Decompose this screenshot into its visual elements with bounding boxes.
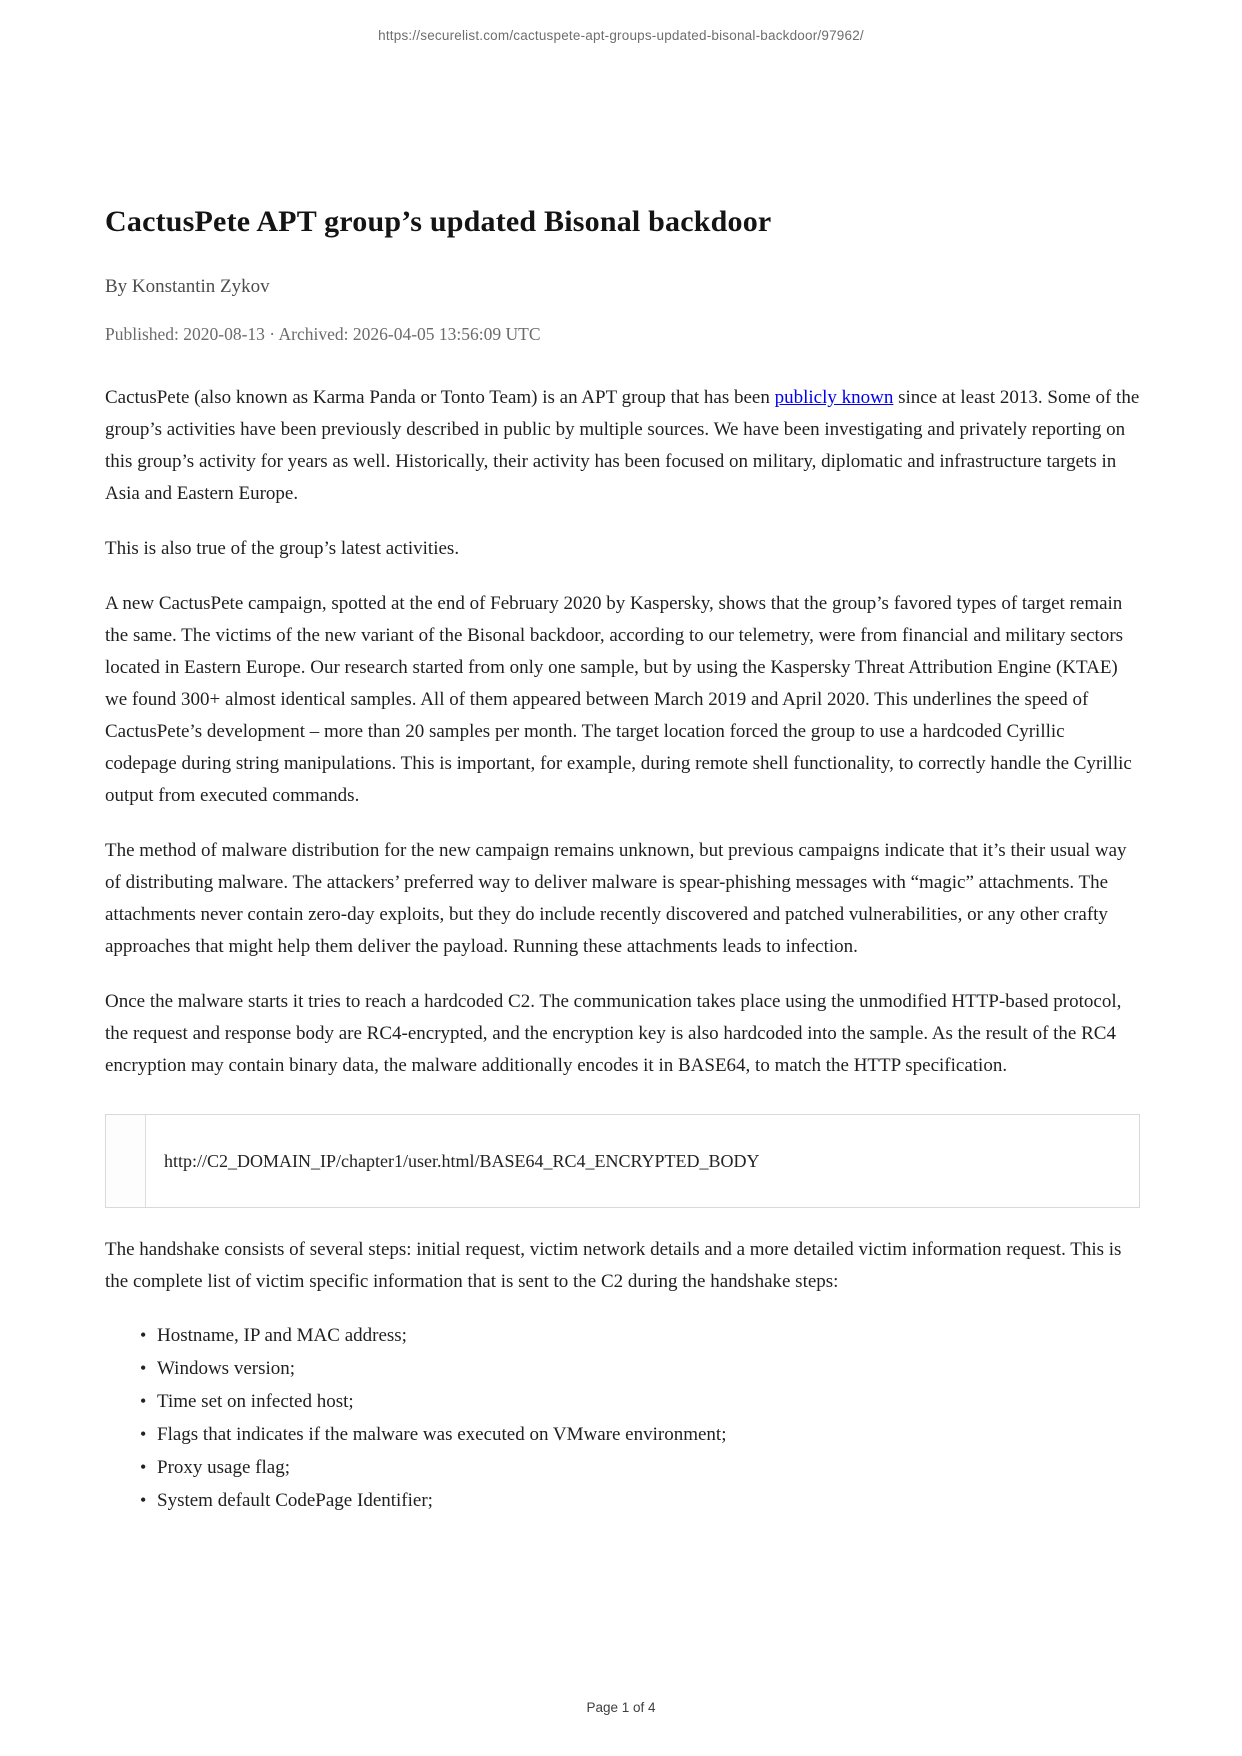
- victim-info-list: [105, 1321, 1140, 1516]
- paragraph-intro-text-after: since at least 2013. Some of the group’s activities have been previously described in public by multiple sources. We have been investigating and privately reporting on this group’s activity for years as well. Historically, their activity has been focused on military, diplomatic and infrastructure targets in Asia and Eastern Europe.: [105, 387, 1140, 504]
- list-item: • Time set on infected host;: [157, 1387, 1140, 1417]
- code-block-gutter: [106, 1115, 146, 1207]
- paragraph-latest-activities: This is also true of the group’s latest activities.: [105, 538, 460, 559]
- page-url-header: https://securelist.com/cactuspete-apt-groups-updated-bisonal-backdoor/97962/: [378, 28, 864, 43]
- page-number: Page 1 of 4: [586, 1700, 656, 1715]
- code-block-url-text: http://C2_DOMAIN_IP/chapter1/user.html/BASE64_RC4_ENCRYPTED_BODY: [164, 1150, 760, 1171]
- paragraph-intro: [105, 382, 1140, 510]
- paragraph-c2-communication: Once the malware starts it tries to reach a hardcoded C2. The communication takes place using the unmodified HTTP-based protocol, the request and response body are RC4-encrypted, and the encryption key is also hardcoded into the sample. As the result of the RC4 encryption may contain binary data, the malware additionally encodes it in BASE64, to match the HTTP specification.: [105, 991, 1122, 1076]
- article-title: CactusPete APT group’s updated Bisonal backdoor: [105, 205, 772, 238]
- paragraph-new-campaign: A new CactusPete campaign, spotted at the end of February 2020 by Kaspersky, shows that the group’s favored types of target remain the same. The victims of the new variant of the Bisonal backdoor, according to our telemetry, were from financial and military sectors located in Eastern Europe. Our research started from only one sample, but by using the Kaspersky Threat Attribution Engine (KTAE) we found 300+ almost identical samples. All of them appeared between March 2019 and April 2020. This underlines the speed of CactusPete’s development – more than 20 samples per month. The target location forced the group to use a hardcoded Cyrillic codepage during string manipulations. This is important, for example, during remote shell functionality, to correctly handle the Cyrillic output from executed commands.: [105, 593, 1132, 806]
- article-content: [105, 0, 1140, 1519]
- paragraph-distribution-method: The method of malware distribution for the new campaign remains unknown, but previous campaigns indicate that it’s their usual way of distributing malware. The attackers’ preferred way to deliver malware is spear-phishing messages with “magic” attachments. The attachments never contain zero-day exploits, but they do include recently discovered and patched vulnerabilities, or any other crafty approaches that might help them deliver the payload. Running these attachments leads to infection.: [105, 840, 1127, 957]
- article-published-line: Published: 2020-08-13 · Archived: 2026-04-05 13:56:09 UTC: [105, 324, 541, 344]
- paragraph-handshake: The handshake consists of several steps: initial request, victim network details and a more detailed victim information request. This is the complete list of victim specific information that is sent to the C2 during the handshake steps:: [105, 1239, 1122, 1292]
- list-item: • System default CodePage Identifier;: [157, 1486, 1140, 1516]
- list-item: • Proxy usage flag;: [157, 1453, 1140, 1483]
- list-item: • Hostname, IP and MAC address;: [157, 1321, 1140, 1351]
- publicly-known-link[interactable]: publicly known: [774, 387, 894, 408]
- list-item: • Windows version;: [157, 1354, 1140, 1384]
- paragraph-intro-text-before: CactusPete (also known as Karma Panda or Tonto Team) is an APT group that has been: [105, 387, 775, 408]
- code-block: [105, 1114, 1140, 1208]
- article-byline: By Konstantin Zykov: [105, 276, 270, 297]
- list-item: • Flags that indicates if the malware was executed on VMware environment;: [157, 1420, 1140, 1450]
